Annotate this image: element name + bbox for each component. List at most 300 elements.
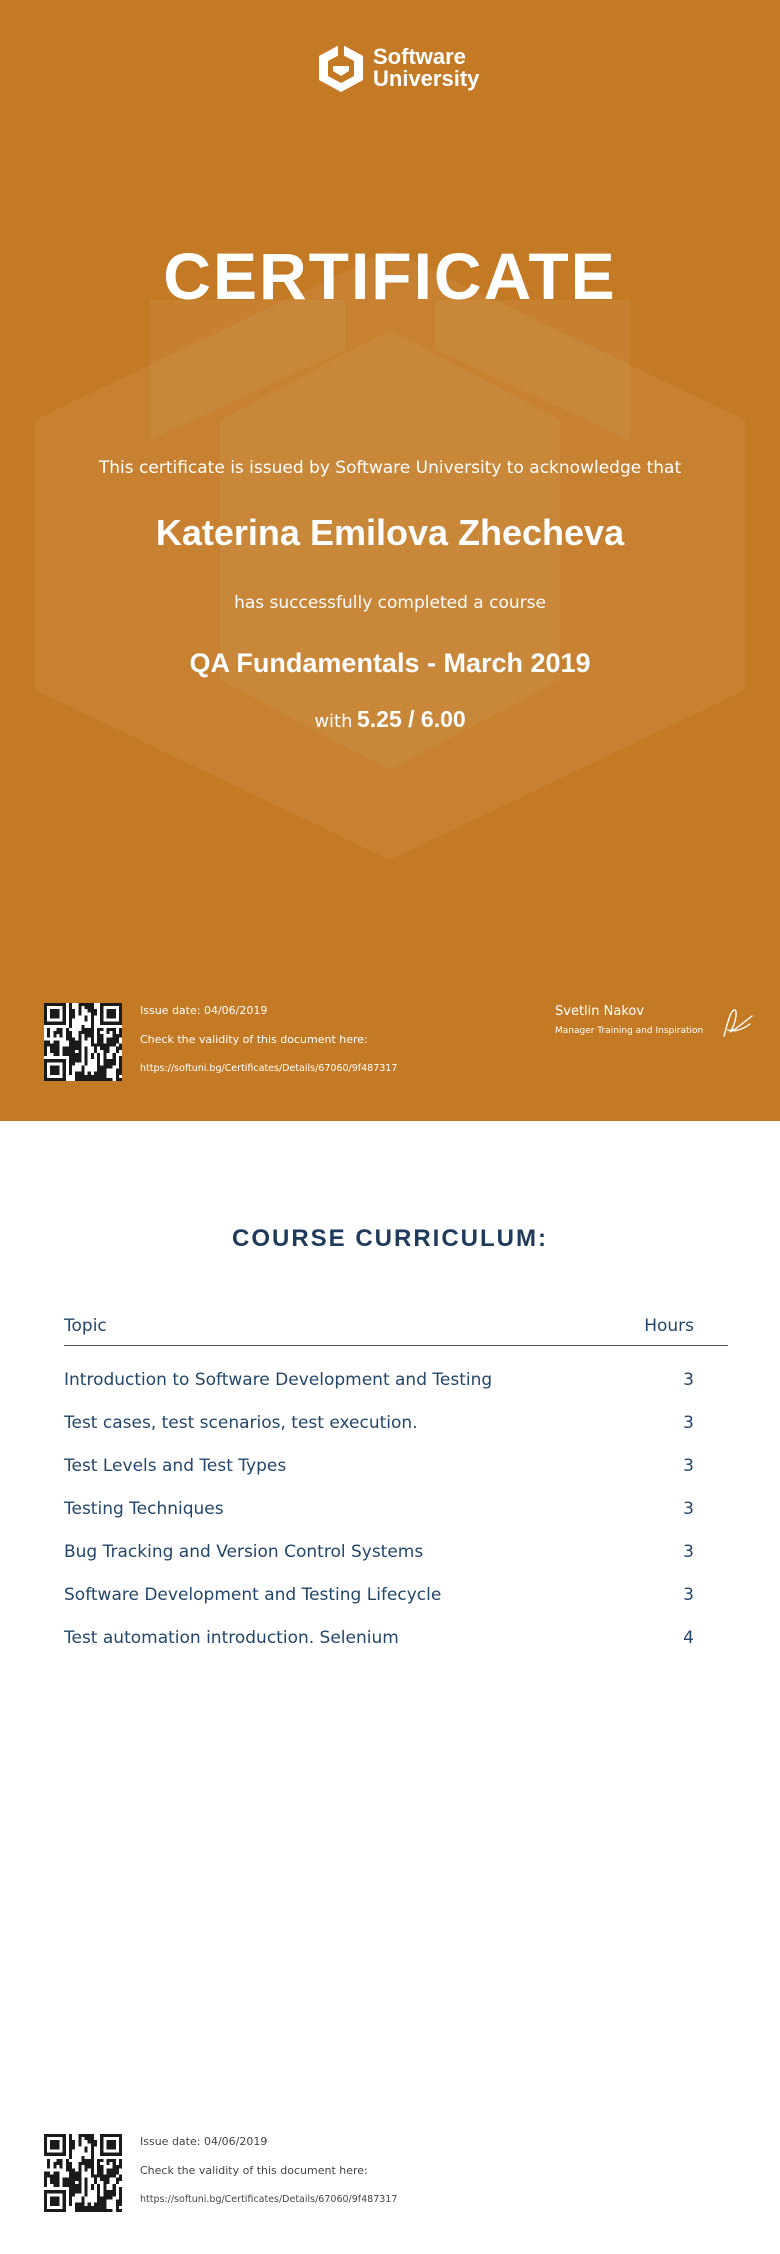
qr-module [78,2175,81,2178]
qr-module [56,1047,59,1050]
row-topic: Test cases, test scenarios, test execution. [64,1413,418,1433]
qr-module [60,2162,63,2165]
qr-module [116,1050,119,1053]
qr-module [72,1015,75,1018]
qr-module [113,1031,116,1034]
qr-module [50,2200,53,2203]
qr-module [44,2200,47,2203]
qr-module [78,1059,81,1062]
qr-module [106,1009,109,1012]
qr-module [119,2190,122,2193]
qr-module [110,2190,113,2193]
qr-module [119,2165,122,2168]
qr-module [53,1012,56,1015]
qr-module [63,1050,66,1053]
qr-module [119,1069,122,1072]
qr-module [97,2159,100,2162]
qr-module [100,2203,103,2206]
qr-module [63,2143,66,2146]
qr-module [50,1044,53,1047]
qr-module [53,1078,56,1081]
qr-module [116,2153,119,2156]
qr-module [60,2209,63,2212]
qr-module [44,2134,47,2137]
qr-module [75,1072,78,1075]
qr-module [78,1047,81,1050]
issue-date: Issue date: 04/06/2019 [140,2135,268,2148]
qr-module [91,2137,94,2140]
qr-module [44,2143,47,2146]
qr-module [110,2143,113,2146]
qr-module [44,2184,47,2187]
qr-module [63,1075,66,1078]
qr-module [85,1062,88,1065]
qr-module [113,2153,116,2156]
qr-module [63,2203,66,2206]
qr-module [91,2159,94,2162]
qr-module [56,1065,59,1068]
qr-module [47,2162,50,2165]
table-row [64,1585,728,1628]
qr-module [60,1034,63,1037]
qr-module [97,2196,100,2199]
qr-module [91,2143,94,2146]
qr-module [110,2168,113,2171]
qr-module [78,2162,81,2165]
qr-module [81,2209,84,2212]
qr-module [63,2209,66,2212]
qr-module [119,1006,122,1009]
qr-module [78,1003,81,1006]
grade-value: 5.25 / 6.00 [356,706,466,732]
qr-module [91,1012,94,1015]
qr-module [44,1012,47,1015]
qr-module [81,1078,84,1081]
qr-module [100,1015,103,1018]
qr-module [103,1062,106,1065]
qr-module [63,2140,66,2143]
qr-module [72,1012,75,1015]
qr-module [56,2178,59,2181]
qr-module [113,1059,116,1062]
qr-module [44,1044,47,1047]
qr-module [106,2209,109,2212]
qr-module [106,2178,109,2181]
qr-module [97,2175,100,2178]
qr-module [100,2143,103,2146]
qr-module [53,1044,56,1047]
qr-module [119,2178,122,2181]
qr-module [97,2187,100,2190]
qr-module [60,1059,63,1062]
qr-module [53,2146,56,2149]
qr-module [110,2153,113,2156]
qr-module [119,1062,122,1065]
table-row [64,1456,728,1499]
qr-module [50,2134,53,2137]
qr-module [97,2206,100,2209]
qr-module [44,2137,47,2140]
qr-module [88,2134,91,2137]
qr-module [91,2156,94,2159]
qr-module [91,1009,94,1012]
qr-module [88,1034,91,1037]
qr-module [106,2162,109,2165]
qr-module [69,2150,72,2153]
qr-module [113,2146,116,2149]
qr-module [85,2150,88,2153]
qr-module [69,2140,72,2143]
qr-module [116,1072,119,1075]
qr-module [85,1050,88,1053]
qr-module [97,1062,100,1065]
qr-module [94,2203,97,2206]
qr-module [69,1003,72,1006]
qr-module [53,2134,56,2137]
qr-module [106,2171,109,2174]
qr-module [63,2153,66,2156]
qr-module [88,2159,91,2162]
qr-module [53,2143,56,2146]
qr-module [50,1059,53,1062]
qr-module [119,2175,122,2178]
qr-module [56,1072,59,1075]
qr-module [106,1003,109,1006]
qr-module [113,1053,116,1056]
qr-module [63,2137,66,2140]
qr-module [88,1028,91,1031]
qr-module [91,1031,94,1034]
qr-module [60,2153,63,2156]
qr-module [78,1053,81,1056]
qr-module [53,2171,56,2174]
qr-module [119,2143,122,2146]
qr-module [91,1034,94,1037]
qr-module [91,1003,94,1006]
qr-module [63,1009,66,1012]
qr-module [50,2143,53,2146]
qr-module [106,1031,109,1034]
qr-module [44,1009,47,1012]
qr-module [106,2140,109,2143]
qr-module [119,2187,122,2190]
qr-module [88,2137,91,2140]
certificate-page [0,0,780,1121]
qr-module [75,1078,78,1081]
qr-module [56,1040,59,1043]
qr-module [69,1022,72,1025]
qr-module [119,2159,122,2162]
qr-module [44,1047,47,1050]
qr-module [106,2193,109,2196]
qr-module [113,2159,116,2162]
qr-module [53,1040,56,1043]
qr-module [63,1053,66,1056]
qr-module [53,1003,56,1006]
qr-module [63,1006,66,1009]
qr-module [56,2175,59,2178]
certificate-url[interactable]: https://softuni.bg/Certificates/Details/67060/9f487317 [140,1063,398,1074]
qr-module [50,1012,53,1015]
qr-module [119,1044,122,1047]
certificate-url[interactable]: https://softuni.bg/Certificates/Details/67060/9f487317 [140,2194,398,2205]
qr-module [103,1056,106,1059]
qr-module [53,2162,56,2165]
qr-module [72,2143,75,2146]
qr-module [110,2196,113,2199]
qr-module [60,2165,63,2168]
qr-module [94,1072,97,1075]
qr-module [63,2178,66,2181]
qr-module [69,2203,72,2206]
qr-module [78,2184,81,2187]
qr-module [113,1034,116,1037]
qr-module [60,2134,63,2137]
qr-module [78,1012,81,1015]
qr-module [103,2193,106,2196]
qr-module [47,2159,50,2162]
qr-module [56,2134,59,2137]
qr-module [91,1028,94,1031]
qr-module [75,1056,78,1059]
curriculum-table [64,1312,728,1671]
qr-module [78,2140,81,2143]
qr-module [47,1022,50,1025]
qr-module [53,2203,56,2206]
qr-module [53,1047,56,1050]
qr-module [110,1028,113,1031]
course-name: QA Fundamentals - March 2019 [189,648,591,678]
qr-module [97,1031,100,1034]
row-topic: Test automation introduction. Selenium [64,1628,399,1648]
qr-module [106,1062,109,1065]
qr-module [53,2190,56,2193]
qr-module [56,2203,59,2206]
qr-module [103,1065,106,1068]
qr-module [85,2181,88,2184]
qr-module [53,2181,56,2184]
qr-module [81,2203,84,2206]
qr-module [106,2190,109,2193]
qr-module [78,1075,81,1078]
qr-module [91,2134,94,2137]
qr-module [78,2203,81,2206]
qr-module [119,1059,122,1062]
qr-module [56,1078,59,1081]
qr-module [75,2187,78,2190]
qr-module [69,2168,72,2171]
qr-module [44,2196,47,2199]
qr-module [69,1065,72,1068]
qr-module [69,1069,72,1072]
qr-module [44,2209,47,2212]
qr-module [103,1053,106,1056]
qr-module [106,1012,109,1015]
qr-module [119,1034,122,1037]
qr-module [119,1072,122,1075]
qr-module [106,1028,109,1031]
qr-module [97,2193,100,2196]
qr-module [100,1069,103,1072]
qr-module [56,2143,59,2146]
qr-module [47,2171,50,2174]
qr-module [103,1022,106,1025]
qr-module [75,2175,78,2178]
qr-module [113,1012,116,1015]
qr-module [53,1053,56,1056]
qr-module [119,1019,122,1022]
qr-module [100,2159,103,2162]
qr-module [56,1031,59,1034]
qr-module [113,2175,116,2178]
qr-module [78,2134,81,2137]
qr-module [85,1006,88,1009]
qr-module [119,2137,122,2140]
qr-module [69,1009,72,1012]
qr-module [72,2181,75,2184]
qr-module [97,2184,100,2187]
qr-module [85,1037,88,1040]
qr-module [106,1050,109,1053]
qr-module [103,2184,106,2187]
qr-module [116,2181,119,2184]
qr-module [106,1022,109,1025]
qr-module [53,1065,56,1068]
qr-module [113,1015,116,1018]
qr-module [103,2190,106,2193]
qr-module [78,2187,81,2190]
qr-module [78,2206,81,2209]
qr-module [44,2150,47,2153]
qr-module [44,2203,47,2206]
qr-module [116,1069,119,1072]
qr-code-icon [44,1003,122,1081]
qr-module [72,2190,75,2193]
qr-module [103,2134,106,2137]
qr-module [47,1044,50,1047]
qr-module [66,2168,69,2171]
qr-module [69,1012,72,1015]
qr-module [63,2181,66,2184]
validity-check-text: Check the validity of this document here: [140,1033,368,1046]
row-hours: 4 [683,1628,694,1648]
qr-module [78,1040,81,1043]
qr-module [78,2178,81,2181]
qr-module [85,1053,88,1056]
qr-module [85,2206,88,2209]
qr-module [97,1028,100,1031]
qr-module [94,1047,97,1050]
qr-module [47,2153,50,2156]
qr-module [100,2150,103,2153]
qr-module [72,1050,75,1053]
qr-module [85,1003,88,1006]
qr-module [91,1053,94,1056]
qr-module [44,1040,47,1043]
qr-module [85,1019,88,1022]
qr-module [103,1044,106,1047]
qr-module [56,1069,59,1072]
qr-module [100,2146,103,2149]
qr-module [103,2206,106,2209]
qr-module [110,1009,113,1012]
qr-module [91,1019,94,1022]
qr-module [63,1019,66,1022]
qr-module [81,2200,84,2203]
qr-module [110,2171,113,2174]
qr-module [50,1078,53,1081]
qr-module [91,2140,94,2143]
qr-module [110,2134,113,2137]
qr-module [116,2200,119,2203]
certificate-title: CERTIFICATE [163,239,617,313]
logo-line-2: University [373,66,480,91]
qr-module [119,2162,122,2165]
qr-module [50,2178,53,2181]
qr-module [103,1003,106,1006]
qr-module [56,1050,59,1053]
qr-module [66,1028,69,1031]
qr-module [103,2153,106,2156]
qr-module [50,1009,53,1012]
qr-module [72,1044,75,1047]
qr-module [75,2178,78,2181]
qr-module [78,2181,81,2184]
qr-module [44,1019,47,1022]
qr-module [106,1037,109,1040]
qr-module [53,1034,56,1037]
qr-module [100,2196,103,2199]
qr-module [103,2181,106,2184]
qr-module [97,2200,100,2203]
qr-module [44,2181,47,2184]
qr-module [113,1062,116,1065]
qr-module [44,2140,47,2143]
qr-module [78,2171,81,2174]
qr-module [63,1012,66,1015]
qr-module [91,1075,94,1078]
qr-module [50,1069,53,1072]
qr-module [113,1056,116,1059]
qr-module [69,2190,72,2193]
qr-module [100,2171,103,2174]
qr-module [47,2190,50,2193]
qr-module [69,1056,72,1059]
qr-module [56,1022,59,1025]
qr-module [78,1031,81,1034]
qr-module [97,2171,100,2174]
qr-module [113,2184,116,2187]
qr-module [106,2153,109,2156]
qr-module [110,1015,113,1018]
qr-module [69,1031,72,1034]
qr-module [75,2190,78,2193]
qr-module [91,2175,94,2178]
qr-module [50,2190,53,2193]
qr-module [97,1065,100,1068]
qr-module [100,2206,103,2209]
qr-module [103,1075,106,1078]
qr-module [69,1053,72,1056]
qr-module [119,2203,122,2206]
validity-check-text: Check the validity of this document here: [140,2164,368,2177]
qr-module [113,1009,116,1012]
table-row [64,1542,728,1585]
qr-module [81,1025,84,1028]
qr-module [110,2159,113,2162]
qr-module [110,2175,113,2178]
qr-module [119,2196,122,2199]
